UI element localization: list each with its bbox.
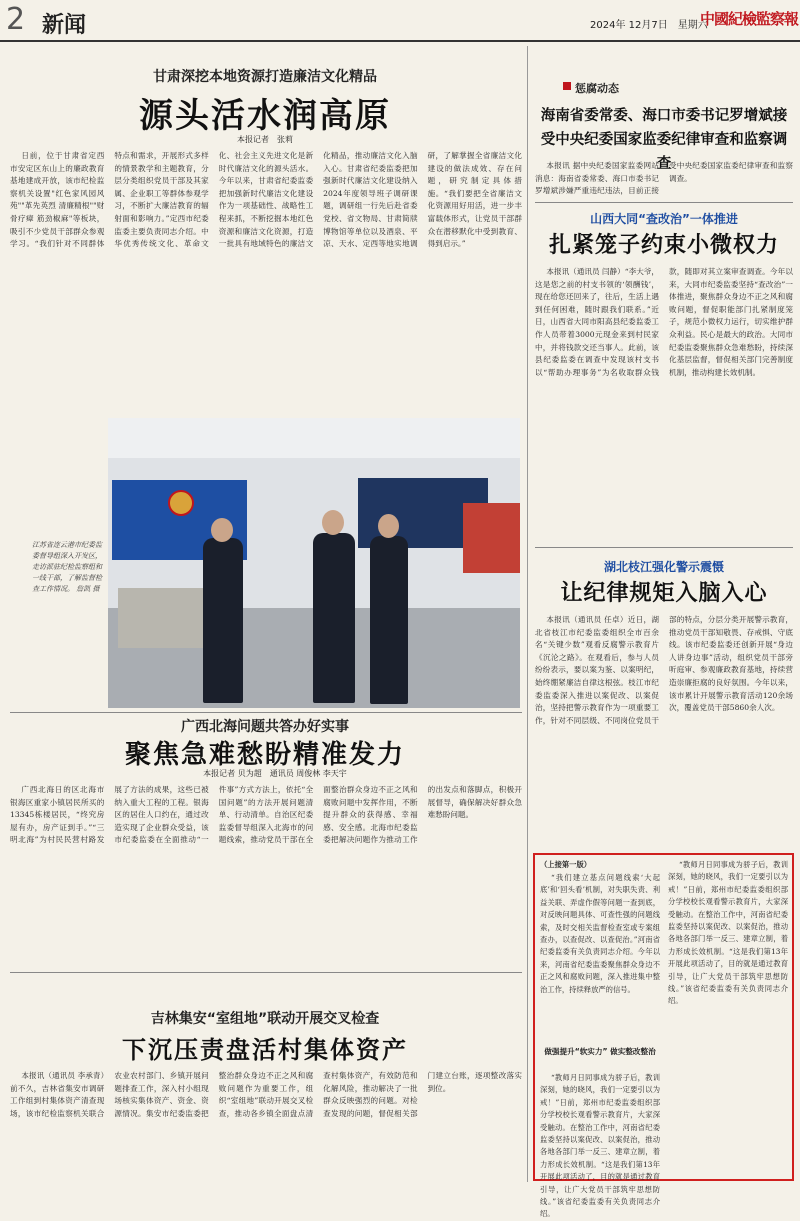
article3-kicker: 吉林集安“室组地”联动开展交叉检查 [150, 1011, 380, 1027]
highlight-body-1: “我们建立基点问题线索‘大起底’和‘回头看’机制，对失职失责、利益关联、弄虚作假等问题一查到底，对反映问题具体、可查性强的问题线索，及时交相关监督检查室或专案组查办，以查促改、以查促治。”河南省纪委监委有关负责同志介绍。今年以来，河南省纪委监委聚焦群众身边不正之风和腐败问题，深入推进集中整治工作，持续释放严的信号。 [540, 873, 660, 994]
article2-headline: 聚焦急难愁盼精准发力 [124, 740, 405, 770]
page-number: 2 [6, 2, 26, 37]
section-title: 新闻 [42, 13, 87, 38]
section-rule [535, 202, 793, 203]
article2-body: 广西北海日的区北海市银海区重家小镇居民所买的13345栋楼居民，“终究房屋有办，房产证到手。”“三明北海”为村民民营村路发展了方法的成果，这些已被纳入重大工程的工程。银海区的居住人口约在，通过改造实现了企业群众受益，该市纪委监委在全面推动“一件事”方式方法上，依托“全国问题”的方法开展问题清单、行动清单。自治区纪委监委督导组深入北海市的问题线索，推动党员干部在全面整治群众身边不正之风和腐败问题中发挥作用，不断提升群众的获得感、幸福感、安全感。北海市纪委监委把解决问题作为推动工作的出发点和落脚点，积极开展督导，确保解决好群众急难愁盼问题。 [10, 785, 522, 845]
section-rule [10, 972, 522, 973]
photo-person-head [322, 510, 344, 535]
highlight-lead: （上接第一版） [540, 860, 592, 869]
article1-body: 日前，位于甘肃省定西市安定区东山上的廉政教育基地建成开放，该市纪检监察机关设置"红色家风园风苑""革先英烈 清廉精根""财骨疗瘴 筋劲椒麻"等板块，吸引不少党员干部群众参观学习。“我们针对不同群体特点和需求，开展形式多样的情景教学和主题教育，分层分类组织党员干部及其家属、企业职工等群体参观学习，不断扩大廉洁教育的辐射面和影响力。”定西市纪委监委主要负责同志介绍。中华优秀传统文化、革命文化、社会主义先进文化是新时代廉洁文化的源头活水。今年以来，甘肃省纪委监委把加强新时代廉洁文化建设作为一项基础性、战略性工程来抓，不断挖掘本地红色资源和廉洁文化资源，打造一批具有地域特色的廉洁文化精品，推动廉洁文化入脑入心。甘肃省纪委监委把加强新时代廉洁文化建设纳入2024年度领导班子调研课题，调研组一行先后赴省委党校、省文物局、甘肃简牍博物馆等单位以及酒泉、平凉、天水、定西等地实地调研，了解掌握全省廉洁文化建设的做法成效、存在问题，研究制定具体措施。“我们要把全省廉洁文化资源用好用活，进一步丰富载体形式，让党员干部群众在潜移默化中受到教育、得到启示。” [10, 151, 522, 249]
section-rule [535, 547, 793, 548]
newspaper-header [0, 0, 800, 42]
article6-body: 本报讯（通讯员 任卓）近日，湖北省枝江市纪委监委组织全市百余名“关键少数”观看反腐警示教育片《沉沦之路》。在观看后，参与人员纷纷表示，要以案为鉴、以案明纪，始终绷紧廉洁自律这根弦。枝江市纪委监委深入推进以案促改、以案促治，坚持把警示教育作为一项重要工作，针对不同层级、不同岗位党员干部的特点，分层分类开展警示教育，推动党员干部知敬畏、存戒惧、守底线。该市纪委监委还创新开展“身边人讲身边事”活动，组织党员干部旁听庭审、参观廉政教育基地，持续营造崇廉拒腐的良好氛围。今年以来，该市累计开展警示教育活动120余场次，覆盖党员干部5860余人次。 [535, 615, 793, 725]
highlight-subhead: 做强提升“软实力” 做实整改整治 [544, 1047, 656, 1056]
issue-date: 2024年 12月7日 星期六 [590, 20, 708, 31]
section-rule [10, 712, 522, 713]
news-photo [108, 418, 520, 708]
article1-byline: 本报记者 张莉 [237, 135, 293, 144]
article4-headline: 海南省委常委、海口市委书记罗增斌接受中央纪委国家监委纪律审查和监察调查 [540, 107, 788, 172]
photo-person-head [378, 514, 399, 538]
newspaper-logo: 中國紀檢監察報 [700, 10, 799, 28]
photo-red-board [463, 503, 520, 573]
emblem-icon [168, 490, 194, 516]
article3-body: 本报讯（通讯员 李承青）前不久，吉林省集安市调研工作组到村集体资产清查现场，该市纪检监察机关联合农业农村部门、乡镇开展问题排查工作，深入村小组现场核实集体资产、资金、资源情况。集安市纪委监委把整治群众身边不正之风和腐败问题作为重要工作，组织“室组地”联动开展交叉检查，推动各乡镇全面盘点清查村集体资产，有效防范和化解风险，推动解决了一批群众反映强烈的问题。对检查发现的问题，督促相关部门建立台账，逐项整改落实到位。 [10, 1071, 522, 1118]
article2-kicker: 广西北海问题共答办好实事 [181, 719, 349, 735]
article4-body: 本报讯 据中央纪委国家监委网站消息：海南省委常委、海口市委书记罗增斌涉嫌严重违纪违法，目前正接受中央纪委国家监委纪律审查和监察调查。 [535, 161, 793, 196]
photo-person [370, 536, 408, 704]
column-separator [527, 46, 528, 1182]
article4-tag: 惩腐动态 [575, 82, 619, 95]
photo-person [313, 533, 355, 703]
photo-person-head [211, 518, 233, 542]
article2-byline: 本报记者 贝为超 通讯员 周俊林 李天宇 [203, 769, 347, 778]
article5-headline: 扎紧笼子约束小微权力 [548, 232, 779, 258]
photo-person [203, 538, 243, 703]
article5-body: 本报讯（通讯员 闫静）“李大爷，这是您之前的村支书领的‘领酬钱’，现在给您还回来了，往后，生活上遇到任何困难，随时跟我们联系。”近日，山西省大同市阳高县纪委监委工作人员带着3000元现金来到村民家中，并将钱款交还当事人。此前，该县纪委监委在调查中发现该村支书以“帮助办理事务”为名收取群众钱款，随即对其立案审查调查。今年以来，大同市纪委监委坚持“查改治”一体推进，聚焦群众身边不正之风和腐败问题，督促职能部门扎紧制度笼子，规范小微权力运行，切实维护群众利益。民心是最大的政治。大同市纪委监委聚焦群众急难愁盼，持续深化基层监督，督促相关部门完善制度机制，推动构建长效机制。 [535, 267, 793, 377]
tag-marker-icon [563, 82, 571, 90]
article5-kicker: 山西大同“查改治”一体推进 [590, 212, 738, 226]
article1-kicker: 甘肃深挖本地资源打造廉洁文化精品 [153, 69, 377, 85]
article6-kicker: 湖北枝江强化警示震慑 [603, 560, 724, 574]
highlight-body-2-cont: “教师月日同事成为骄子后，教训深刻，她的晓风，我们一定要引以为戒！”日前，郑州市纪委监委组织部分学校校长观看警示教育片，大家深受触动。在整治工作中，河南省纪委监委坚持以案促改、以案促治，推动各地各部门举一反三、建章立制，着力形成长效机制。“这是我们第13年开展此项活动了，目的就是通过教育引导，让广大党员干部筑牢思想防线。”该省纪委监委有关负责同志介绍。 [668, 860, 788, 1006]
article1-headline: 源头活水润高原 [139, 96, 391, 136]
article3-headline: 下沉压责盘活村集体资产 [122, 1035, 408, 1064]
photo-ceiling [108, 418, 520, 458]
article6-headline: 让纪律规矩入脑入心 [560, 580, 768, 606]
highlight-body-2: “教师月日同事成为骄子后，教训深刻，她的晓风，我们一定要引以为戒！”日前，郑州市纪委监委组织部分学校校长观看警示教育片，大家深受触动。在整治工作中，河南省纪委监委坚持以案促改、以案促治，推动各地各部门举一反三、建章立制，着力形成长效机制。“这是我们第13年开展此项活动了，目的就是通过教育引导，让广大党员干部筑牢思想防线。”该省纪委监委有关负责同志介绍。 [540, 1073, 660, 1219]
photo-caption: 江苏省连云港市纪委监委督导组深入开发区，走访派驻纪检监察组和一线干部，了解监督检查工作情况。 詹凯 摄 [32, 541, 102, 593]
